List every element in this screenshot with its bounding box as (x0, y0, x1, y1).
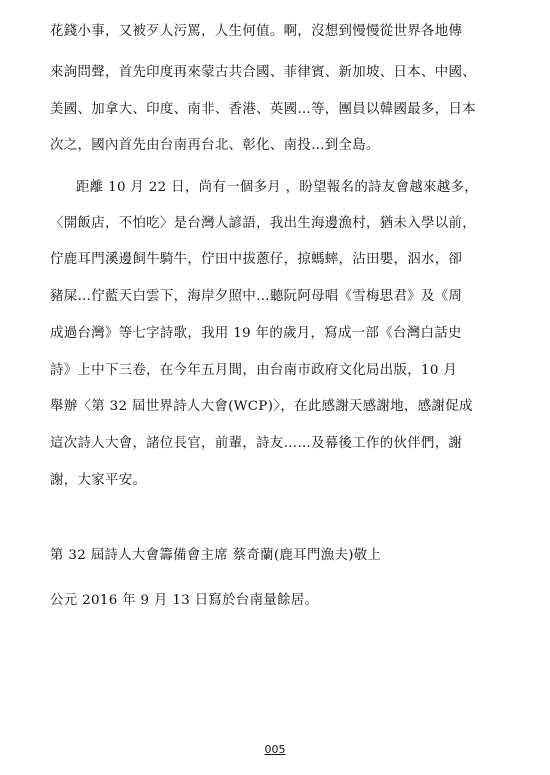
paragraph-2-line-5: 成過台灣》等七字詩歌，我用 19 年的歲月，寫成一部《台灣白話史 (50, 326, 462, 341)
signature-line: 第 32 屆詩人大會籌備會主席 蔡奇蘭(鹿耳門漁夫)敬上 (50, 548, 382, 563)
paragraph-2-line-6: 詩》上中下三卷，在今年五月間，由台南市政府文化局出版，10 月 (50, 363, 458, 378)
date-line: 公元 2016 年 9 月 13 日寫於台南量餘居。 (50, 593, 319, 608)
paragraph-2-line-1: 距離 10 月 22 日，尚有一個多月 ，盼望報名的詩友會越來越多， (76, 180, 479, 195)
paragraph-1-line-4: 次之，國內首先由台南再台北、彰化、南投…到全島。 (50, 138, 380, 153)
paragraph-1-line-1: 花錢小事，又被歹人污罵，人生何值。啊，沒想到慢慢從世界各地傳 (50, 24, 463, 39)
paragraph-2-line-9: 謝，大家平安。 (50, 473, 147, 488)
paragraph-1-line-2: 來詢問聲，首先印度再來蒙古共合國、菲律賓、新加坡、日本、中國、 (50, 65, 476, 80)
paragraph-1-line-3: 美國、加拿大、印度、南非、香港、英國…等，團員以韓國最多，日本 (50, 102, 476, 117)
paragraph-2-line-8: 這次詩人大會，諸位長官，前輩，詩友……及幕後工作的伙伴們，謝 (50, 436, 463, 451)
paragraph-2-line-4: 豬屎…佇藍天白雲下，海岸夕照中…聽阮阿母唱《雪梅思君》及《周 (50, 289, 463, 304)
paragraph-2-line-3: 佇鹿耳門溪邊飼牛騎牛，佇田中拔蔥仔，掠螞蟀，沾田嬰，泅水，卻 (50, 252, 463, 267)
paragraph-2-line-2: 〈開飯店，不怕吃〉是台灣人諺語，我出生海邊漁村，猶未入學以前， (50, 216, 476, 231)
page-number: 005 (264, 743, 286, 756)
paragraph-2-line-7: 舉辦〈第 32 屆世界詩人大會(WCP)〉，在此感謝天感謝地，感謝促成 (50, 399, 473, 414)
